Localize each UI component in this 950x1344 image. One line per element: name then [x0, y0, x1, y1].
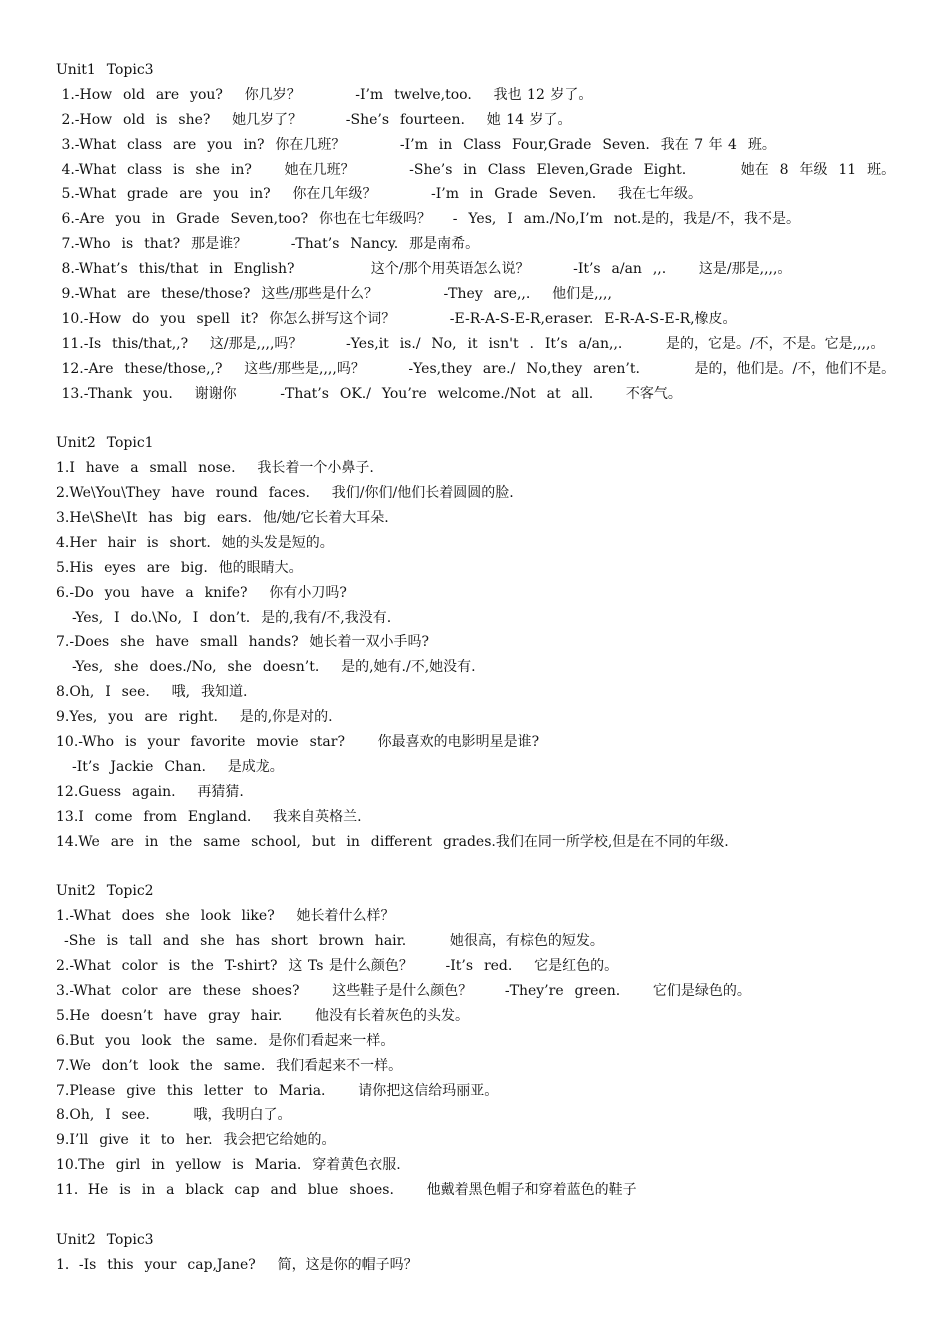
text-line: 9.-What are these/those? 这些/那些是什么？ -They are,,. 他们是,,,,	[56, 286, 612, 303]
text-line: 7.We don’t look the same. 我们看起来不一样。	[56, 1057, 403, 1074]
text-line: 5.His eyes are big. 他的眼睛大。	[56, 559, 303, 576]
text-line: 1.I have a small nose. 我长着一个小鼻子.	[56, 460, 374, 477]
section	[56, 431, 916, 854]
text-line: 8.Oh, I see. 哦, 我知道.	[56, 684, 248, 701]
section-heading: Unit1 Topic3	[56, 62, 154, 78]
text-line: 3.He\She\It has big ears. 他/她/它长着大耳朵.	[56, 510, 389, 527]
text-line: 9.I’ll give it to her. 我会把它给她的。	[56, 1132, 336, 1149]
text-line: -Yes, I do.\No, I don’t. 是的,我有/不,我没有.	[72, 609, 392, 626]
text-line: 1．-Is this your cap,Jane? 简，这是你的帽子吗？	[56, 1256, 418, 1273]
text-line: 4.-What class is she in? 她在几班？ -She’s in Class Eleven,Grade Eight. 她在 8 年级 11 班。	[56, 161, 896, 178]
text-line: 1.-What does she look like? 她长着什么样？	[56, 908, 395, 925]
text-line: 11．He is in a black cap and blue shoes. 他戴着黑色帽子和穿着蓝色的鞋子	[56, 1182, 637, 1199]
text-line: 6.-Do you have a knife? 你有小刀吗?	[56, 584, 347, 601]
text-line: 7.-Does she have small hands? 她长着一双小手吗?	[56, 634, 430, 651]
text-line: 12.Guess again. 再猜猜.	[56, 783, 244, 800]
text-line: 3.-What color are these shoes? 这些鞋子是什么颜色？ -They’re green. 它们是绿色的。	[56, 982, 751, 999]
section	[56, 879, 916, 1203]
document-body	[56, 58, 916, 1278]
text-line: 10.The girl in yellow is Maria. 穿着黄色衣服.	[56, 1157, 401, 1174]
text-line: 8.-What’s this/that in English? 这个/那个用英语怎么说？ -It’s a/an ,,. 这是/那是,,,,。	[56, 261, 792, 278]
text-line: -It’s Jackie Chan. 是成龙。	[72, 758, 284, 775]
text-line: 2.-What color is the T-shirt? 这 Ts 是什么颜色？ -It’s red. 它是红色的。	[56, 958, 619, 975]
text-line: -Yes, she does./No, she doesn’t. 是的,她有./不,她没有.	[72, 659, 476, 676]
text-line: 9.Yes, you are right. 是的,你是对的.	[56, 709, 333, 726]
text-line: 1.-How old are you? 你几岁？ -I’m twelve,too. 我也 12 岁了。	[56, 86, 593, 103]
section	[56, 58, 916, 406]
text-line: 10.-How do you spell it? 你怎么拼写这个词？ -E-R-A-S-E-R,eraser. E-R-A-S-E-R,橡皮。	[56, 310, 737, 327]
text-line: -She is tall and she has short brown hair. 她很高，有棕色的短发。	[64, 933, 604, 950]
text-line: 7.Please give this letter to Maria. 请你把这信给玛丽亚。	[56, 1082, 499, 1099]
text-line: 11.-Is this/that,,? 这/那是,,,,吗？ -Yes,it is./ No, it isn't . It’s a/an,,. 是的，它是。/不，不是。它是,,,,。	[56, 335, 885, 352]
text-line: 7.-Who is that? 那是谁？ -That’s Nancy. 那是南希。	[56, 236, 480, 253]
text-line: 10.-Who is your favorite movie star? 你最喜欢的电影明星是谁?	[56, 734, 540, 751]
text-line: 6.-Are you in Grade Seven,too? 你也在七年级吗？ - Yes, I am./No,I’m not.是的，我是/不，我不是。	[56, 211, 800, 228]
text-line: 4.Her hair is short. 她的头发是短的。	[56, 534, 334, 551]
text-line: 2.-How old is she? 她几岁了？ -She’s fourteen. 她 14 岁了。	[56, 111, 572, 128]
section	[56, 1228, 916, 1278]
text-line: 14.We are in the same school, but in different grades.我们在同一所学校,但是在不同的年级.	[56, 833, 729, 850]
text-line: 2.We\You\They have round faces. 我们/你们/他们长着圆圆的脸.	[56, 485, 514, 502]
text-line: 8.Oh, I see. 哦，我明白了。	[56, 1107, 292, 1124]
section-heading: Unit2 Topic2	[56, 883, 154, 900]
text-line: 3.-What class are you in? 你在几班？ -I’m in Class Four,Grade Seven. 我在 7 年 4 班。	[56, 136, 776, 153]
text-line: 13.-Thank you. 谢谢你 -That’s OK./ You’re welcome./Not at all. 不客气。	[56, 385, 682, 402]
text-line: 5.He doesn’t have gray hair. 他没有长着灰色的头发。	[56, 1007, 470, 1024]
section-heading: Unit2 Topic3	[56, 1231, 154, 1248]
text-line: 13.I come from England. 我来自英格兰.	[56, 808, 362, 825]
text-line: 12.-Are these/those,,? 这些/那些是,,,,吗？ -Yes,they are./ No,they aren’t. 是的，他们是。/不，他们不是。	[56, 360, 896, 377]
text-line: 5.-What grade are you in? 你在几年级？ -I’m in Grade Seven. 我在七年级。	[56, 186, 702, 203]
text-line: 6.But you look the same. 是你们看起来一样。	[56, 1032, 395, 1049]
section-heading: Unit2 Topic1	[56, 435, 154, 452]
